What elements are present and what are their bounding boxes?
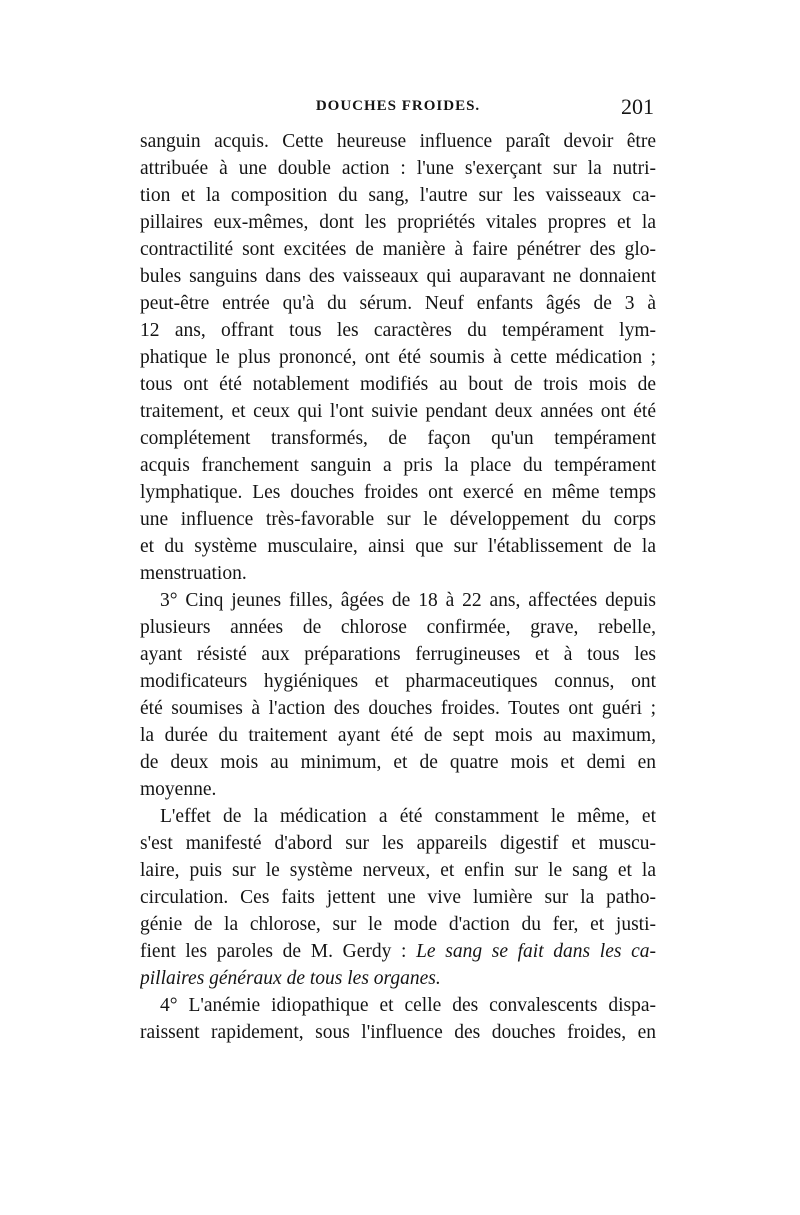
text-line <box>140 344 656 371</box>
text-line-content: s'est manifesté d'abord sur les appareils digestif et muscu- <box>140 833 656 854</box>
text-line-content: tous ont été notablement modifiés au bout de trois mois de <box>140 374 656 395</box>
text-line <box>140 290 656 317</box>
text-line-content: attribuée à une double action : l'une s'exerçant sur la nutri- <box>140 158 656 179</box>
text-line-content: lymphatique. Les douches froides ont exercé en même temps <box>140 482 656 503</box>
text-line-content: génie de la chlorose, sur le mode d'action du fer, et justi- <box>140 914 656 935</box>
text-line-content: 12 ans, offrant tous les caractères du tempérament lym- <box>140 320 656 341</box>
text-line <box>140 209 656 236</box>
text-line <box>140 884 656 911</box>
text-line <box>140 695 656 722</box>
text-line <box>140 776 656 803</box>
text-line <box>140 236 656 263</box>
text-line-content: laire, puis sur le système nerveux, et enfin sur le sang et la <box>140 860 656 881</box>
text-line <box>140 398 656 425</box>
text-line <box>140 182 656 209</box>
text-line-content: tion et la composition du sang, l'autre sur les vaisseaux ca- <box>140 185 656 206</box>
text-line <box>140 1019 656 1046</box>
text-line-content: sanguin acquis. Cette heureuse influence paraît devoir être <box>140 131 656 152</box>
text-line-content: pillaires généraux de tous les organes. <box>140 968 441 989</box>
text-line-content: traitement, et ceux qui l'ont suivie pendant deux années ont été <box>140 401 656 422</box>
text-line-content: complétement transformés, de façon qu'un tempérament <box>140 428 656 449</box>
text-line <box>140 452 656 479</box>
text-line <box>140 479 656 506</box>
text-line-content: L'effet de la médication a été constamment le même, et <box>160 806 656 827</box>
text-line <box>140 938 656 965</box>
text-line-content: acquis franchement sanguin a pris la place du tempérament <box>140 455 656 476</box>
text-line-content: pillaires eux-mêmes, dont les propriétés vitales propres et la <box>140 212 656 233</box>
text-line <box>140 749 656 776</box>
text-line-content: circulation. Ces faits jettent une vive lumière sur la patho- <box>140 887 656 908</box>
text-line <box>140 965 656 992</box>
text-line <box>140 506 656 533</box>
text-line <box>140 992 656 1019</box>
text-line <box>140 263 656 290</box>
text-line <box>140 317 656 344</box>
body-text <box>140 128 656 1046</box>
text-line-content: fient les paroles de M. Gerdy : <box>140 941 417 962</box>
text-line-content: plusieurs années de chlorose confirmée, grave, rebelle, <box>140 617 656 638</box>
text-line <box>140 560 656 587</box>
text-line-content: menstruation. <box>140 563 247 584</box>
text-line-content: la durée du traitement ayant été de sept mois au maximum, <box>140 725 656 746</box>
text-line-content: contractilité sont excitées de manière à faire pénétrer des glo- <box>140 239 656 260</box>
text-line-content: peut-être entrée qu'à du sérum. Neuf enfants âgés de 3 à <box>140 293 656 314</box>
text-line-content: raissent rapidement, sous l'influence des douches froides, en <box>140 1022 656 1043</box>
text-line-content: ayant résisté aux préparations ferrugineuses et à tous les <box>140 644 656 665</box>
text-line-content: été soumises à l'action des douches froides. Toutes ont guéri ; <box>140 698 656 719</box>
text-line <box>140 614 656 641</box>
running-title: DOUCHES FROIDES. <box>315 98 481 114</box>
text-line <box>140 155 656 182</box>
text-line <box>140 425 656 452</box>
text-line-content: moyenne. <box>140 779 217 800</box>
text-line-content: modificateurs hygiéniques et pharmaceutiques connus, ont <box>140 671 656 692</box>
text-line <box>140 857 656 884</box>
page-number: 201 <box>621 94 654 119</box>
text-line-content: une influence très-favorable sur le développement du corps <box>140 509 656 530</box>
text-line <box>140 533 656 560</box>
italic-quote: Le sang se fait dans les ca- <box>416 941 656 962</box>
text-line <box>140 911 656 938</box>
text-line <box>140 722 656 749</box>
text-line-content: de deux mois au minimum, et de quatre mois et demi en <box>140 752 656 773</box>
text-line-content: 4° L'anémie idiopathique et celle des convalescents dispa- <box>160 995 656 1016</box>
page-header <box>140 94 656 120</box>
text-line <box>140 830 656 857</box>
text-line <box>140 371 656 398</box>
text-line <box>140 587 656 614</box>
text-line-content: phatique le plus prononcé, ont été soumis à cette médication ; <box>140 347 656 368</box>
text-line <box>140 668 656 695</box>
text-line <box>140 641 656 668</box>
text-line <box>140 128 656 155</box>
text-line <box>140 803 656 830</box>
text-line-content: 3° Cinq jeunes filles, âgées de 18 à 22 ans, affectées depuis <box>160 590 656 611</box>
text-line-content: et du système musculaire, ainsi que sur l'établissement de la <box>140 536 656 557</box>
text-line-content: bules sanguins dans des vaisseaux qui auparavant ne donnaient <box>140 266 656 287</box>
